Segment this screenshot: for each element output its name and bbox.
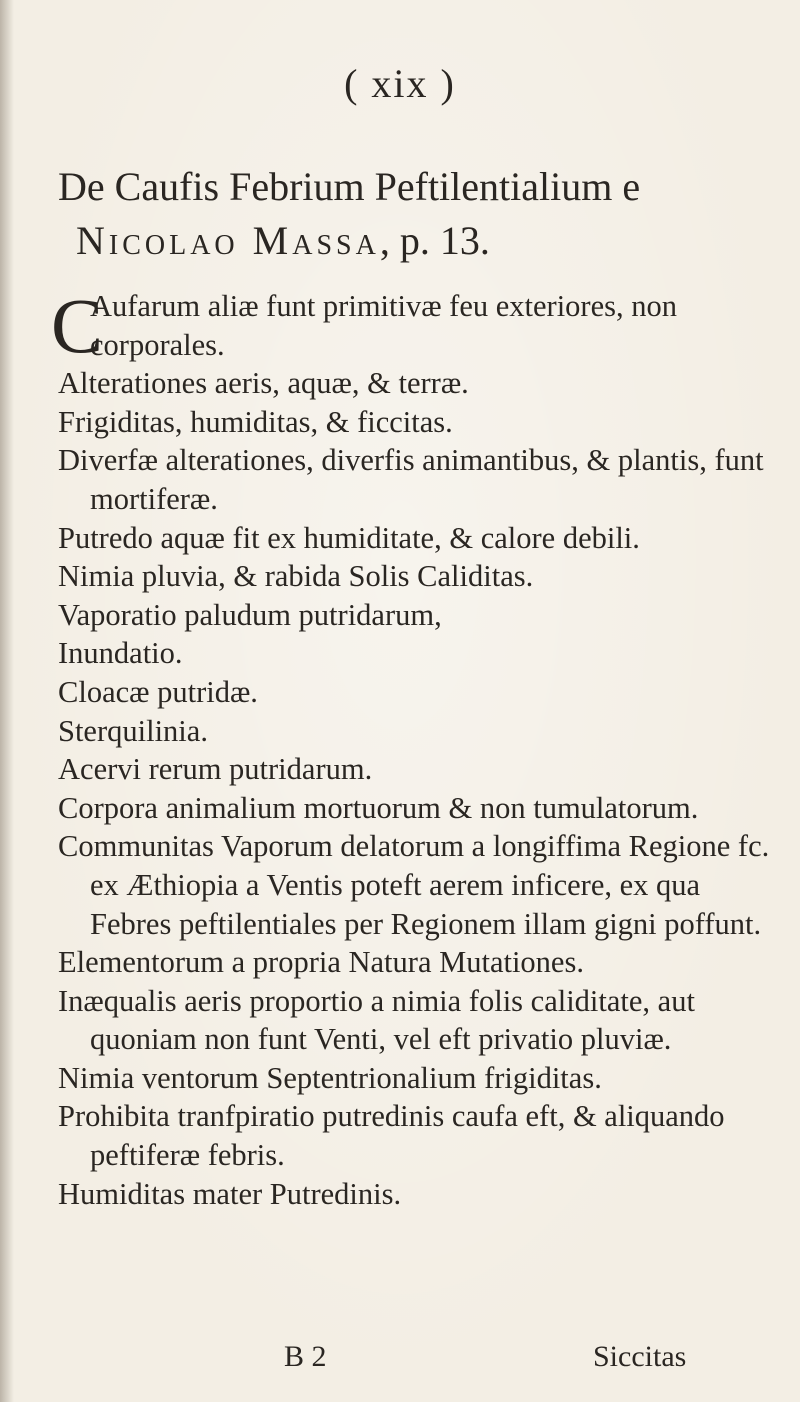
list-entry: Communitas Vaporum delatorum a longiffima Regione fc. ex Æthiopia a Ventis poteft aerem inficere, ex qua Febres peftilentiales per Regionem illam gigni poffunt. [58,829,770,941]
catchword: Siccitas [593,1340,687,1373]
list-entry-text: Aufarum aliæ funt primitivæ feu exteriores, non corporales. [90,289,677,362]
causes-list [51,282,773,1213]
list-entry: Cloacæ putridæ. [58,674,258,709]
list-entry: Elementorum a propria Natura Mutationes. [58,945,584,980]
list-entry: Nimia pluvia, & rabida Solis Caliditas. [58,559,534,594]
page-number: ( xix ) [344,61,456,106]
list-entry: Putredo aquæ fit ex humiditate, & calore debili. [58,520,640,555]
list-entry: Frigiditas, humiditas, & ficcitas. [58,404,453,439]
page-reference: , p. 13. [379,218,490,263]
list-entry: Humiditas mater Putredinis. [58,1176,402,1211]
drop-cap: C [51,282,104,369]
list-entry: Inundatio. [58,636,183,671]
section-heading-line-2 [76,214,796,268]
list-entry: Nimia ventorum Septentrionalium frigiditas. [58,1060,602,1095]
list-entry: Inæqualis aeris proportio a nimia folis caliditate, aut quoniam non funt Venti, vel eft privatio pluviæ. [58,983,695,1057]
author-name: Nicolao Massa [76,218,380,263]
list-entry: Corpora animalium mortuorum & non tumulatorum. [58,790,699,825]
signature-mark: B 2 [284,1340,327,1373]
list-entry: Diverfæ alterationes, diverfis animantibus, & plantis, funt mortiferæ. [58,443,764,516]
list-entry: Sterquilinia. [58,713,208,748]
list-entry: Prohibita tranfpiratio putredinis caufa eft, & aliquando peftiferæ febris. [58,1099,725,1173]
section-heading-line-1: De Caufis Febrium Peftilentialium e [58,164,641,209]
list-entry: Alterationes aeris, aquæ, & terræ. [58,366,469,401]
page-gutter-shadow [0,0,14,1402]
list-entry: Vaporatio paludum putridarum, [58,597,442,632]
list-entry-first [51,282,773,369]
list-entry: Acervi rerum putridarum. [58,752,373,787]
